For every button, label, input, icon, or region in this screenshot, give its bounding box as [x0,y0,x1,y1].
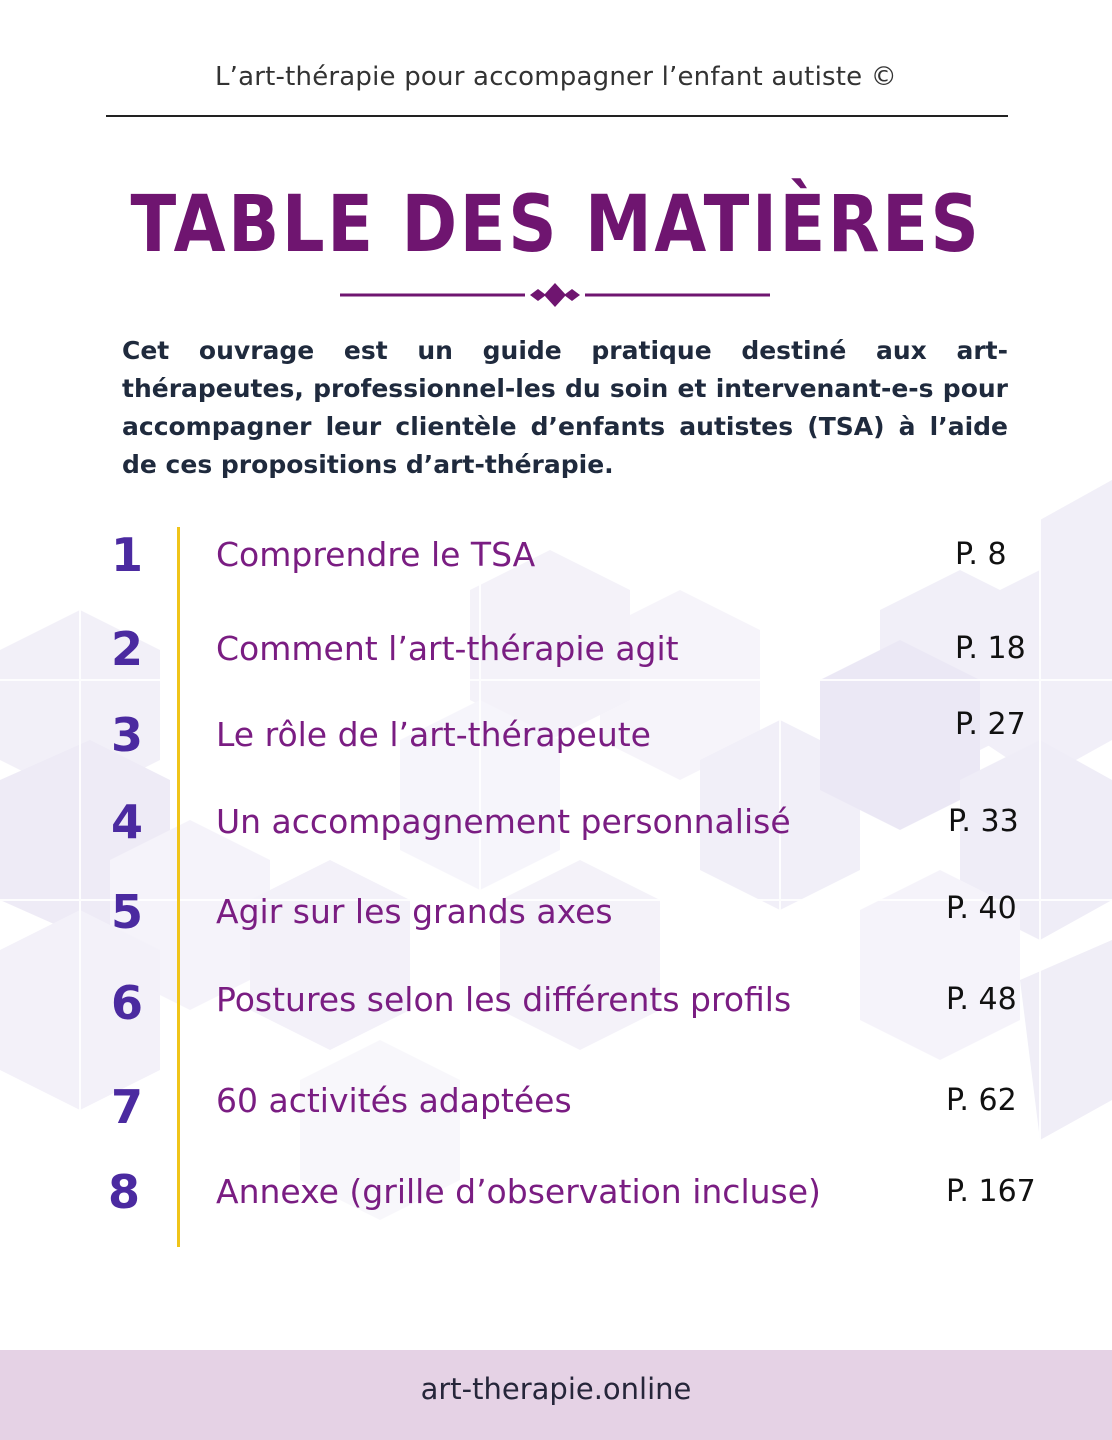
toc-number: 8 [107,1165,140,1219]
intro-paragraph: Cet ouvrage est un guide pratique destiné aux art-thérapeutes, professionnel-les du soin et intervenant-e-s pour accompagner leur clientèle d’enfants autistes (TSA) à l’aide de ces propositions d’art-thérapie. [122,336,1008,479]
toc-label: Annexe (grille d’observation incluse) [216,1172,821,1211]
toc-page-number: P. 18 [955,631,1026,666]
toc-label: Postures selon les différents profils [216,980,792,1019]
toc-page-number: P. 8 [955,537,1007,572]
toc-number: 6 [110,976,143,1030]
toc-label: Comment l’art-thérapie agit [216,629,679,668]
toc-entry-3[interactable] [0,707,1112,762]
toc-label: Un accompagnement personnalisé [216,802,791,841]
toc-entry-4[interactable] [0,797,1112,847]
toc-page-number: P. 33 [948,804,1019,839]
toc-entry-7[interactable] [0,1076,1112,1134]
toc-page-number: P. 62 [946,1083,1017,1118]
toc-number: 5 [110,885,143,939]
title-ornament [340,280,770,310]
toc-number: 7 [110,1080,143,1134]
toc-entry-8[interactable] [0,1167,1112,1217]
toc-label: Le rôle de l’art-thérapeute [216,715,651,754]
toc-label: 60 activités adaptées [216,1081,572,1120]
toc-entry-2[interactable] [0,624,1112,674]
header-divider [106,115,1008,117]
toc-page-number: P. 40 [946,891,1017,926]
toc-label: Agir sur les grands axes [216,892,613,931]
toc-entry-1[interactable] [0,530,1112,580]
toc-number: 1 [110,528,143,582]
running-header: L’art-thérapie pour accompagner l’enfant autiste © [214,62,897,92]
toc-number: 3 [110,708,143,762]
toc-page-number: P. 27 [955,707,1026,742]
toc-number: 4 [110,795,143,849]
toc-page-number: P. 48 [946,982,1017,1017]
footer-website-link[interactable]: art-therapie.online [420,1372,692,1406]
page-title: TABLE DES MATIÈRES [130,180,982,270]
background-hexagon-pattern [0,480,1112,1240]
toc-entry-6[interactable] [0,975,1112,1030]
toc-label: Comprendre le TSA [216,535,536,574]
toc-page-number: P. 167 [946,1174,1036,1209]
toc-number: 2 [110,622,143,676]
toc-entry-5[interactable] [0,887,1112,937]
